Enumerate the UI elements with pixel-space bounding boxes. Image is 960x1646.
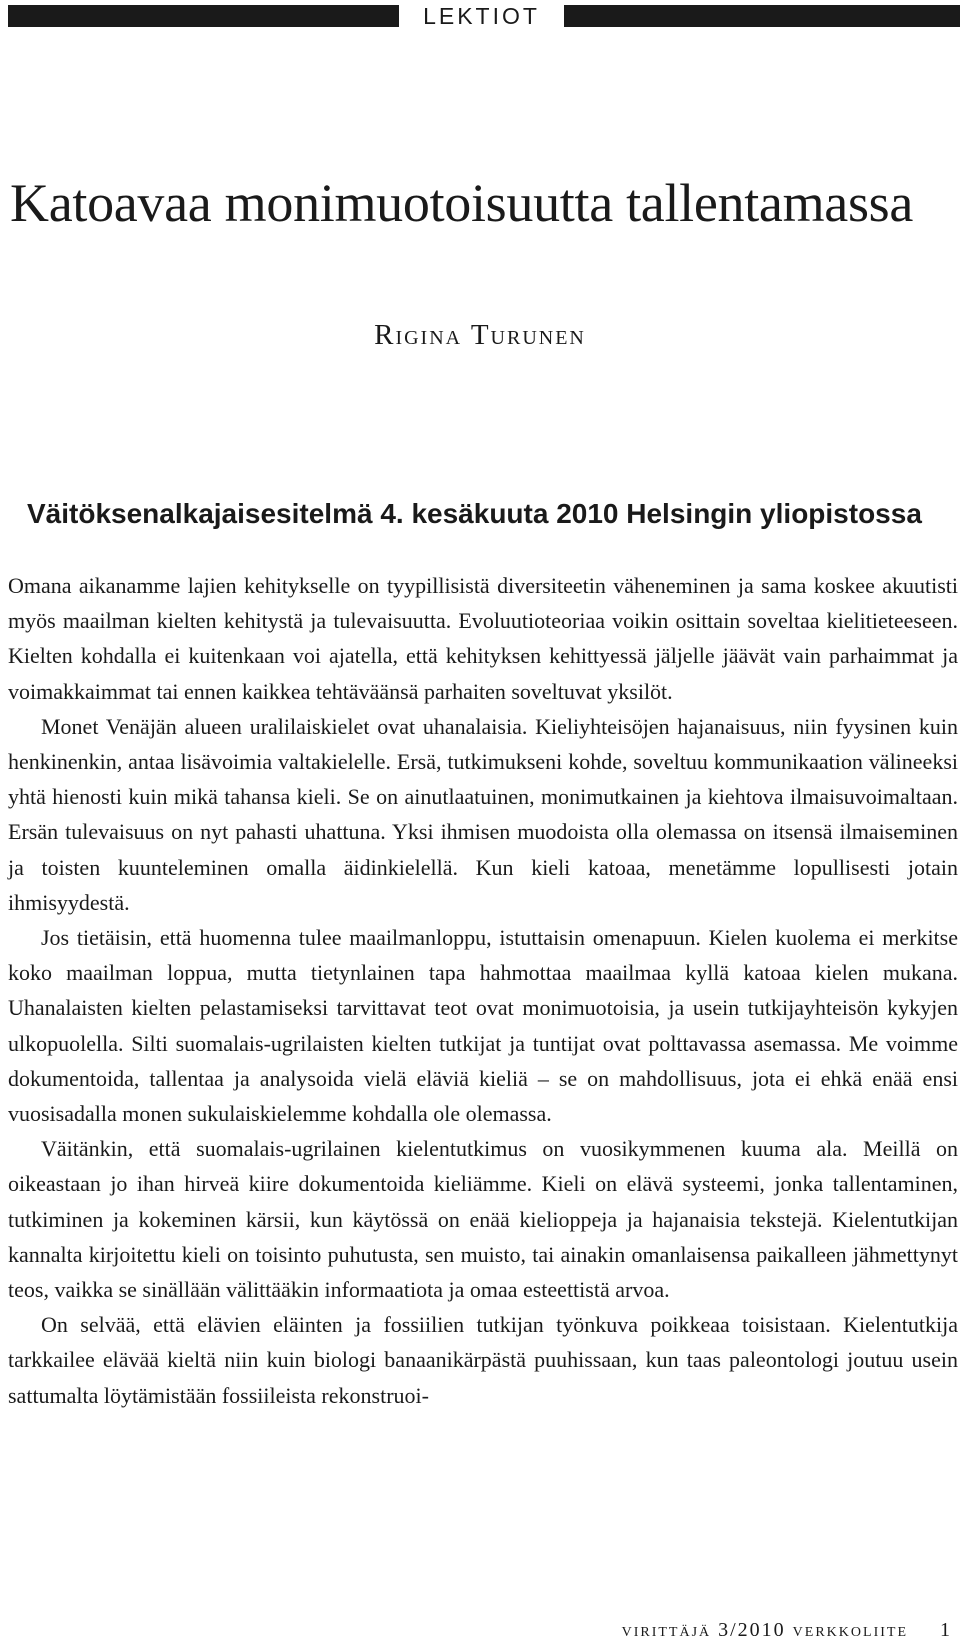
article-author: Rigina Turunen <box>374 319 586 351</box>
body-paragraph: On selvää, että elävien eläinten ja fossiilien tutkijan työnkuva poikkeaa toisistaan. Kielentutkija tarkkailee elävää kieltä niin kuin biologi banaanikärpästä puuhissaan, kun taas paleontologi joutuu usein sattumalta löytämistään fossiileista rekonstruoi- <box>8 1312 958 1408</box>
article-title: Katoavaa monimuotoisuutta tallentamassa <box>10 173 914 233</box>
body-paragraph: Omana aikanamme lajien kehitykselle on tyypillisistä diversiteetin väheneminen ja sama koskee akuutisti myös maailman kielten kehitystä ja tulevaisuutta. Evoluutioteoriaa voikin osittain soveltaa kielitieteeseen. Kielten kohdalla ei kuitenkaan voi ajatella, että kehityksen kehittyessä jäljelle jäävät vain parhaimmat ja voimakkaimmat tai ennen kaikkea tehtäväänsä parhaiten soveltuvat yksilöt. <box>8 573 958 704</box>
article-lead: Väitöksenalkajaisesitelmä 4. kesäkuuta 2010 Helsingin yliopistossa <box>27 498 922 529</box>
header-rule-left <box>8 5 399 27</box>
article-body <box>8 568 958 1413</box>
body-paragraph: Monet Venäjän alueen uralilaiskielet ovat uhanalaisia. Kieliyhteisöjen hajanaisuus, niin fyysinen kuin henkinenkin, antaa lisävoimia valtakielelle. Ersä, tutkimukseni kohde, soveltuu kommunikaation välineeksi yhtä hienosti kuin mikä tahansa kieli. Se on ainutlaatuinen, monimutkainen ja kiehtova ilmaisuvoimaltaan. Ersän tulevaisuus on nyt pahasti uhattuna. Yksi ihmisen muodoista olla olemassa on itsensä ilmaiseminen ja toisten kuunteleminen omalla äidinkielellä. Kun kieli katoaa, menetämme lopullisesti jotain ihmisyydestä. <box>8 713 958 915</box>
page-number: 1 <box>940 1619 952 1641</box>
page-footer <box>622 1618 952 1642</box>
body-paragraph: Väitänkin, että suomalais-ugrilainen kielentutkimus on vuosikymmenen kuuma ala. Meillä on oikeastaan jo ihan hirveä kiire dokumentoida kieliämme. Kieli on elävä systeemi, jonka tallentaminen, tutkiminen ja kokeminen kärsii, kun käytössä on enää kielioppeja ja hajanaisia tekstejä. Kielentutkijan kannalta kirjoitettu kieli on toisinto puhutusta, sen muisto, tai ainakin omanlaisensa paikalleen jähmettynyt teos, vaikka se sinällään välittääkin informaatiota ja omaa esteettistä arvoa. <box>8 1136 958 1303</box>
header-rule-right <box>564 5 960 27</box>
section-label: LEKTIOT <box>423 3 540 29</box>
body-paragraph: Jos tietäisin, että huomenna tulee maailmanloppu, istuttaisin omenapuun. Kielen kuolema ei merkitse koko maailman loppua, mutta tietynlainen tapa hahmottaa maailmaa kyllä katoaa kielen mukana. Uhanalaisten kielten pelastamiseksi tarvittavat teot ovat monimuotoisia, ja usein tutkijayhteisön kykyjen ulkopuolella. Silti suomalais-ugrilaisten kielten tutkijat ja tuntijat ovat polttavassa asemassa. Me voimme dokumentoida, tallentaa ja analysoida vielä eläviä kieliä – se on mahdollisuus, jota ei ehkä enää ensi vuosisadalla monen sukulaiskielemme kohdalla ole olemassa. <box>8 925 958 1127</box>
section-header <box>8 3 960 29</box>
publication-info: virittäjä 3/2010 verkkoliite <box>621 1619 908 1641</box>
